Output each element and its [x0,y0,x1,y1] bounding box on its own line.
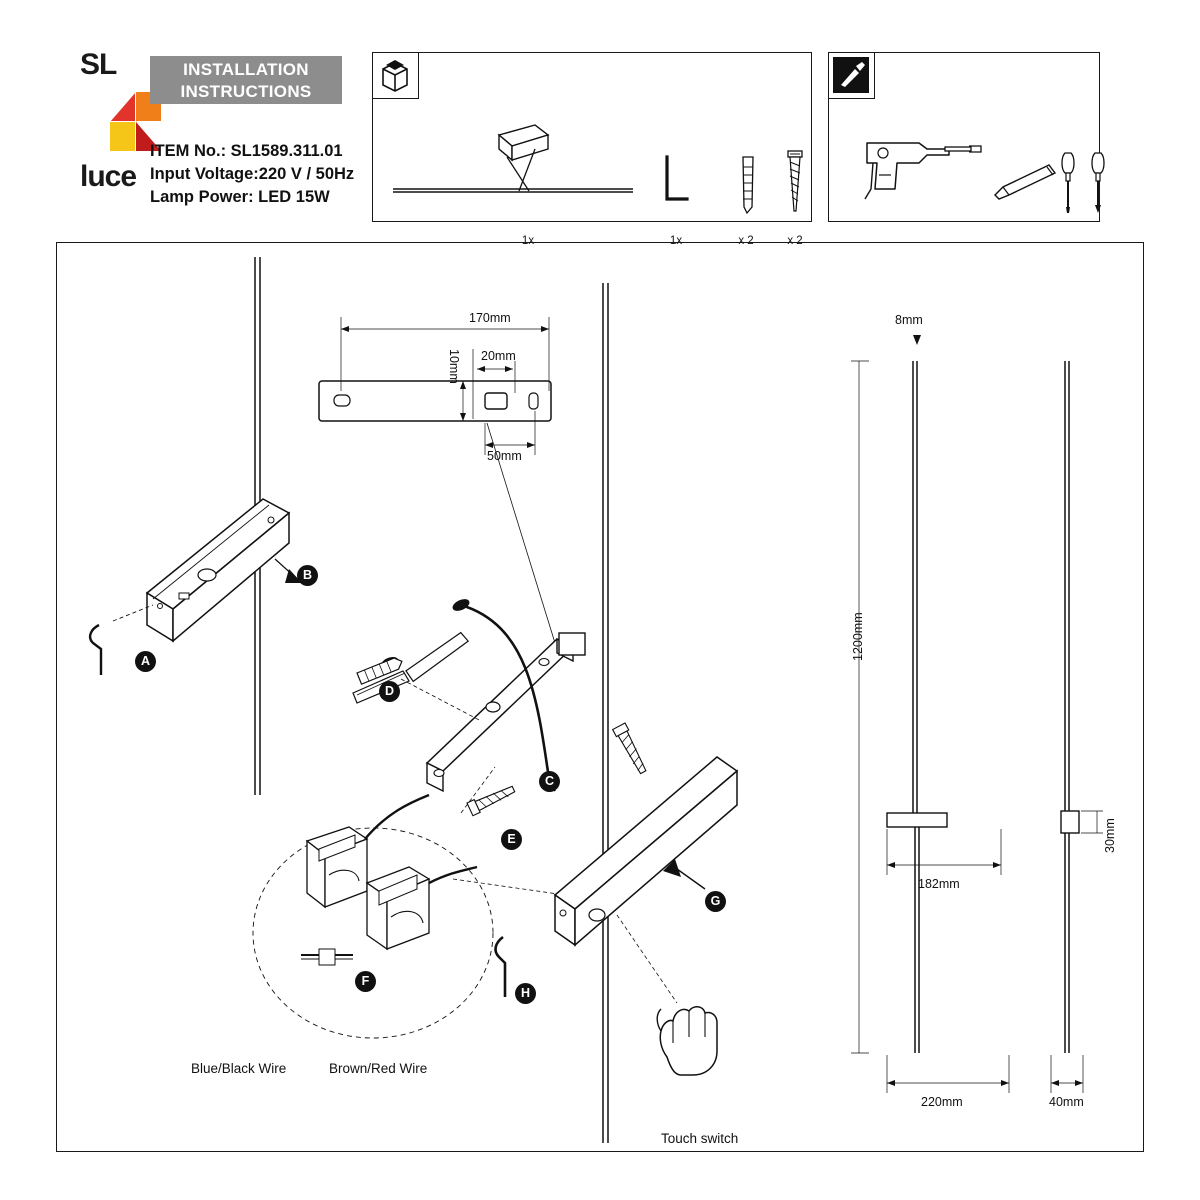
product-meta [150,140,410,209]
logo-text-top: SL [80,48,117,81]
callout-c: C [539,771,560,792]
dim-bracket-height: 10mm [447,349,461,384]
installation-instructions-banner [150,56,342,104]
banner-line-2: INSTRUCTIONS [180,82,312,101]
callout-a: A [135,651,156,672]
screw-part [781,145,811,219]
wall-plug-part [733,151,763,215]
lamp-body-qty: 1x [521,235,535,247]
dim-overall-height: 1200mm [851,612,865,661]
dim-hole-spacing: 50mm [487,449,522,463]
lamp-power: Lamp Power: LED 15W [150,188,330,206]
brand-logo [80,48,140,208]
wire-label-left: Blue/Black Wire [191,1061,287,1076]
input-voltage: Input Voltage:220 V / 50Hz [150,165,355,183]
banner-line-1: INSTALLATION [183,60,309,79]
logo-text-bottom: luce [80,160,137,193]
allen-key-part [661,151,701,215]
screwdriver-flat-icon [1057,143,1137,223]
dim-bracket-span: 182mm [918,877,960,891]
dim-side-thickness: 30mm [1103,818,1117,853]
dim-slot-width: 20mm [481,349,516,363]
main-diagram-box [56,242,1144,1152]
callout-h: H [515,983,536,1004]
tools-icon [829,53,875,99]
dim-base-width: 220mm [921,1095,963,1109]
lamp-body-part [383,113,653,213]
callout-e: E [501,829,522,850]
touch-switch-label: Touch switch [661,1131,739,1146]
dim-depth: 40mm [1049,1095,1084,1109]
callout-f: F [355,971,376,992]
parts-list-box [372,52,812,247]
callout-g: G [705,891,726,912]
callout-b: B [297,565,318,586]
wire-label-right: Brown/Red Wire [329,1061,428,1076]
item-number: ITEM No.: SL1589.311.01 [150,142,343,160]
assembly-illustration [57,243,1141,1149]
pencil-icon [991,161,1063,205]
callout-d: D [379,681,400,702]
drill-icon [853,119,983,219]
screw-qty: x 2 [787,235,803,247]
dim-top-thickness: 8mm [895,313,923,327]
allen-key-qty: 1x [669,235,683,247]
package-box-icon [373,53,419,99]
wall-plug-qty: x 2 [738,235,754,247]
tools-list-box [828,52,1100,222]
dim-bracket-width: 170mm [469,311,511,325]
